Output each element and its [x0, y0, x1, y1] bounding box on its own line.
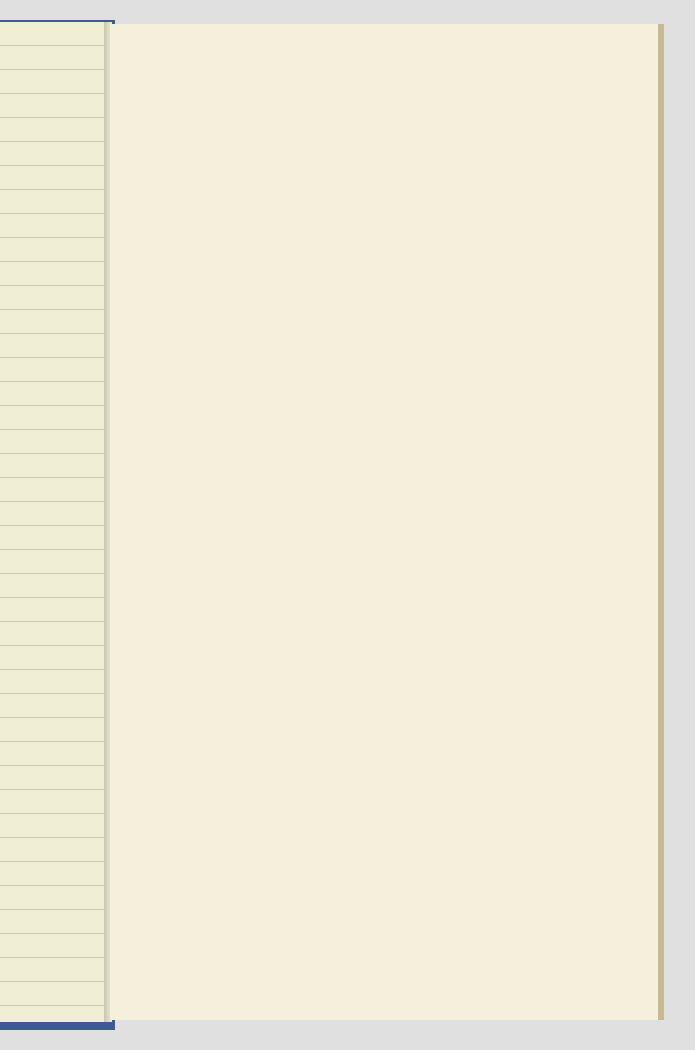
- column-headers: [110, 50, 658, 70]
- right-page: [110, 24, 664, 1020]
- left-page: [0, 22, 106, 1022]
